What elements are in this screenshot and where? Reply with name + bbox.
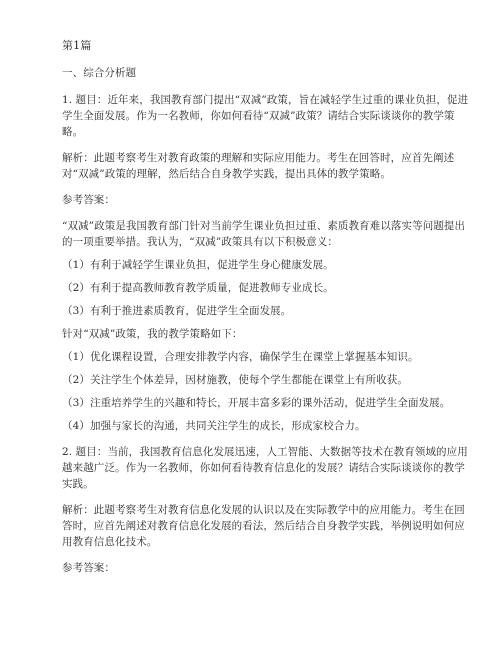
question-1-answer-intro: “双减”政策是我国教育部门针对当前学生课业负担过重、素质教育难以落实等问题提出的一项重要举措。我认为，“双减”政策具有以下积极意义： [62, 220, 466, 248]
question-2-analysis: 解析：此题考察考生对教育信息化发展的认识以及在实际教学中的应用能力。考生在回答时，应首先阐述对教育信息化发展的看法，然后结合自身教学实践，举例说明如何应用教育信息化技术。 [62, 504, 465, 548]
question-2-answer-label: 参考答案： [62, 562, 115, 574]
section-heading: 一、综合分析题 [62, 67, 137, 79]
part-title: 第1篇 [62, 39, 92, 52]
strategy-item: （2）关注学生个体差异，因材施教，使每个学生都能在课堂上有所收获。 [62, 374, 408, 386]
strategy-item: （1）优化课程设置，合理安排教学内容，确保学生在课堂上掌握基本知识。 [62, 351, 419, 363]
question-1-text: 1. 题目：近年来，我国教育部门提出“双减”政策，旨在减轻学生过重的课业负担，促进学生全面发展。作为一名教师，你如何看待“双减”政策？请结合实际谈谈你的教学策略。 [62, 94, 469, 138]
meaning-item: （3）有利于推进素质教育，促进学生全面发展。 [62, 305, 292, 317]
question-2-text: 2. 题目：当前，我国教育信息化发展迅速，人工智能、大数据等技术在教育领域的应用越来越广泛。作为一名教师，你如何看待教育信息化的发展？请结合实际谈谈你的教学实践。 [62, 446, 468, 490]
document-page [62, 38, 474, 576]
strategy-item: （3）注重培养学生的兴趣和特长，开展丰富多彩的课外活动，促进学生全面发展。 [62, 397, 451, 409]
question-1-answer-label: 参考答案： [62, 194, 115, 206]
question-1-analysis: 解析：此题考察考生对教育政策的理解和实际应用能力。考生在回答时，应首先阐述对“双减”政策的理解，然后结合自身教学实践，提出具体的教学策略。 [62, 152, 455, 180]
meaning-item: （1）有利于减轻学生课业负担，促进学生身心健康发展。 [62, 259, 334, 271]
strategy-item: （4）加强与家长的沟通，共同关注学生的成长，形成家校合力。 [62, 420, 366, 432]
meaning-item: （2）有利于提高教师教育教学质量，促进教师专业成长。 [62, 282, 334, 294]
strategy-intro: 针对“双减”政策，我的教学策略如下： [62, 328, 243, 340]
